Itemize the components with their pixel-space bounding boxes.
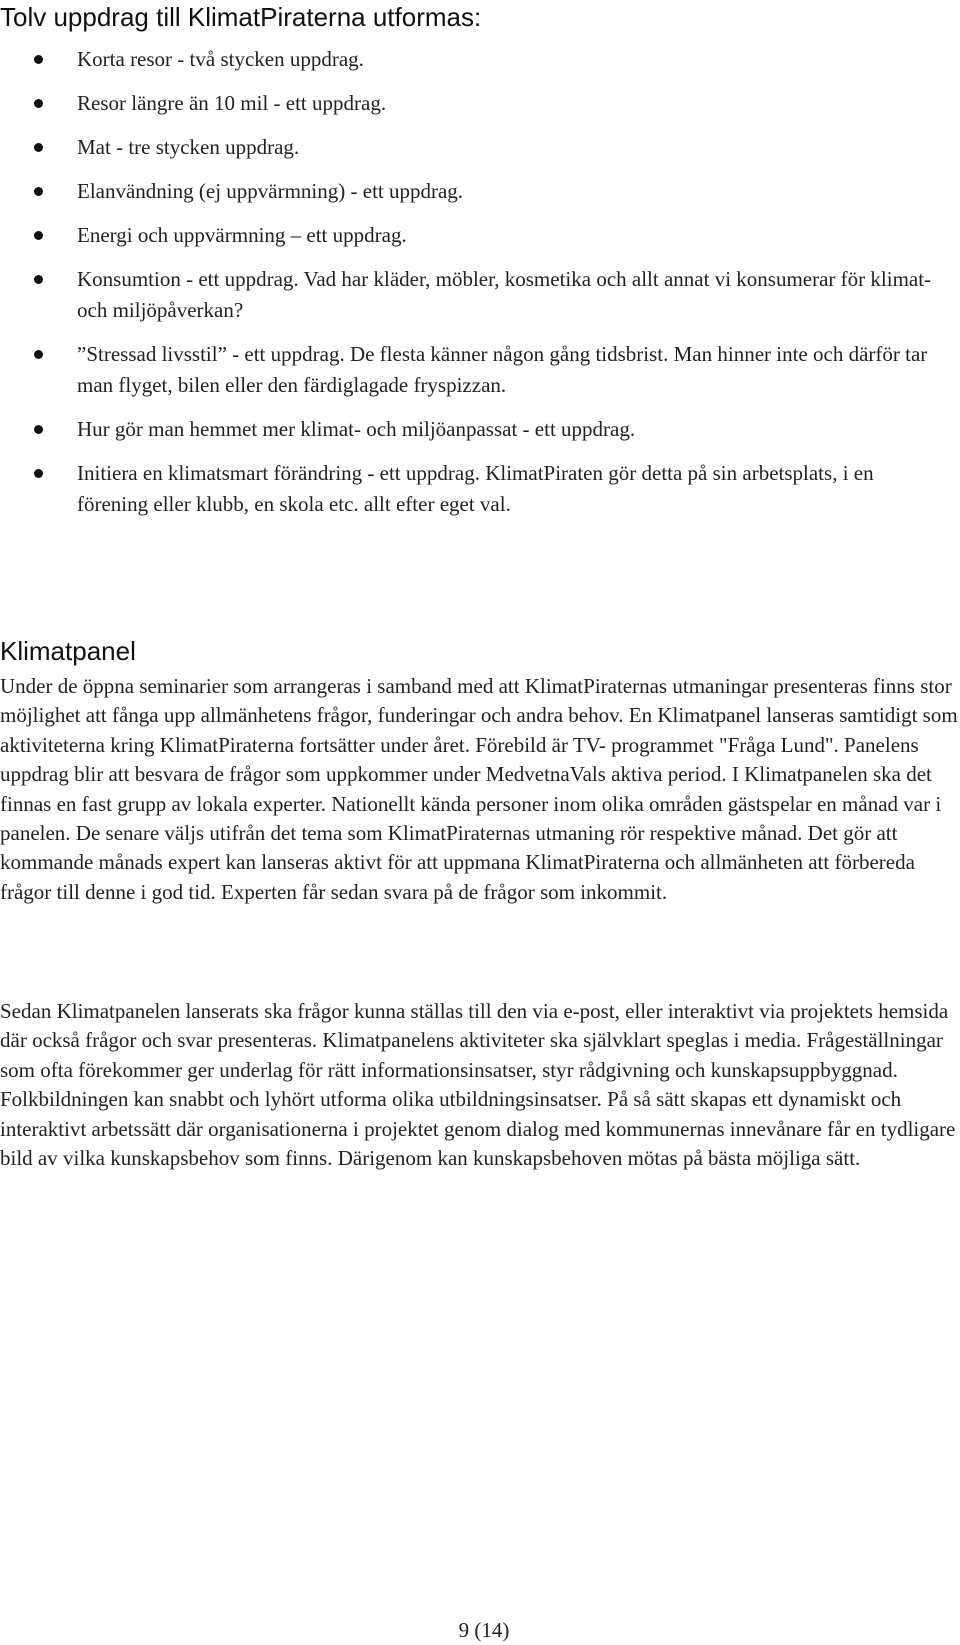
bullet-icon (34, 231, 43, 240)
uppdrag-list (0, 44, 940, 533)
bullet-icon (34, 143, 43, 152)
bullet-icon (34, 350, 43, 359)
page-number: 9 (14) (458, 1618, 510, 1642)
body-paragraph: Sedan Klimatpanelen lanserats ska frågor kunna ställas till den via e-post, eller interaktivt via projektets hemsida där också frågor och svar presenteras. Klimatpanelens aktiviteter ska självklart speglas i media. Frågeställningar som ofta förekommer ger underlag för rätt informationsinsatser, styr rådgivning och kunskapsuppbyggnad. Folkbildningen kan snabbt och lyhört utforma olika utbildningsinsatser. På så sätt skapas ett dynamiskt och interaktivt arbetssätt där organisationerna i projektet genom dialog med kommunernas innevånare får en tydligare bild av vilka kunskapsbehov som finns. Därigenom kan kunskapsbehoven mötas på bästa möjliga sätt. (0, 999, 956, 1171)
list-item-text: Hur gör man hemmet mer klimat- och miljöanpassat - ett uppdrag. (77, 417, 636, 441)
list-item (0, 220, 940, 251)
list-item (0, 264, 940, 326)
bullet-icon (34, 99, 43, 108)
bullet-icon (34, 275, 43, 284)
list-item (0, 458, 940, 520)
list-item-text: Initiera en klimatsmart förändring - ett uppdrag. KlimatPiraten gör detta på sin arbetsplats, i en förening eller klubb, en skola etc. allt efter eget val. (77, 461, 874, 516)
bullet-icon (34, 187, 43, 196)
list-item (0, 339, 940, 401)
bullet-icon (34, 425, 43, 434)
list-item (0, 176, 940, 207)
list-item-text: Resor längre än 10 mil - ett uppdrag. (77, 91, 387, 115)
list-item-text: Konsumtion - ett uppdrag. Vad har kläder, möbler, kosmetika och allt annat vi konsumerar för klimat- och miljöpåverkan? (77, 267, 932, 322)
list-item-text: Elanvändning (ej uppvärmning) - ett uppdrag. (77, 179, 464, 203)
list-item-text: Korta resor - två stycken uppdrag. (77, 47, 364, 71)
section-heading-klimatpanel: Klimatpanel (0, 636, 136, 666)
list-item (0, 88, 940, 119)
bullet-icon (34, 55, 43, 64)
body-paragraph: Under de öppna seminarier som arrangeras i samband med att KlimatPiraternas utmaningar presenteras finns stor möjlighet att fånga upp allmänhetens frågor, funderingar och andra behov. En Klimatpanel lanseras samtidigt som aktiviteterna kring KlimatPiraterna fortsätter under året. Förebild är TV- programmet "Fråga Lund". Panelens uppdrag blir att besvara de frågor som uppkommer under MedvetnaVals aktiva period. I Klimatpanelen ska det finnas en fast grupp av lokala experter. Nationellt kända personer inom olika områden gästspelar en månad var i panelen. De senare väljs utifrån det tema som KlimatPiraternas utmaning rör respektive månad. Det gör att kommande månads expert kan lanseras aktivt för att uppmana KlimatPiraterna och allmänheten att förbereda frågor till denne i god tid. Experten får sedan svara på de frågor som inkommit. (0, 674, 958, 904)
bullet-icon (34, 469, 43, 478)
list-item (0, 132, 940, 163)
section-heading-uppdrag: Tolv uppdrag till KlimatPiraterna utformas: (0, 2, 482, 32)
list-item (0, 44, 940, 75)
list-item-text: Energi och uppvärmning – ett uppdrag. (77, 223, 407, 247)
list-item (0, 414, 940, 445)
list-item-text: ”Stressad livsstil” - ett uppdrag. De flesta känner någon gång tidsbrist. Man hinner inte och därför tar man flyget, bilen eller den färdiglagade fryspizzan. (77, 342, 928, 397)
list-item-text: Mat - tre stycken uppdrag. (77, 135, 300, 159)
